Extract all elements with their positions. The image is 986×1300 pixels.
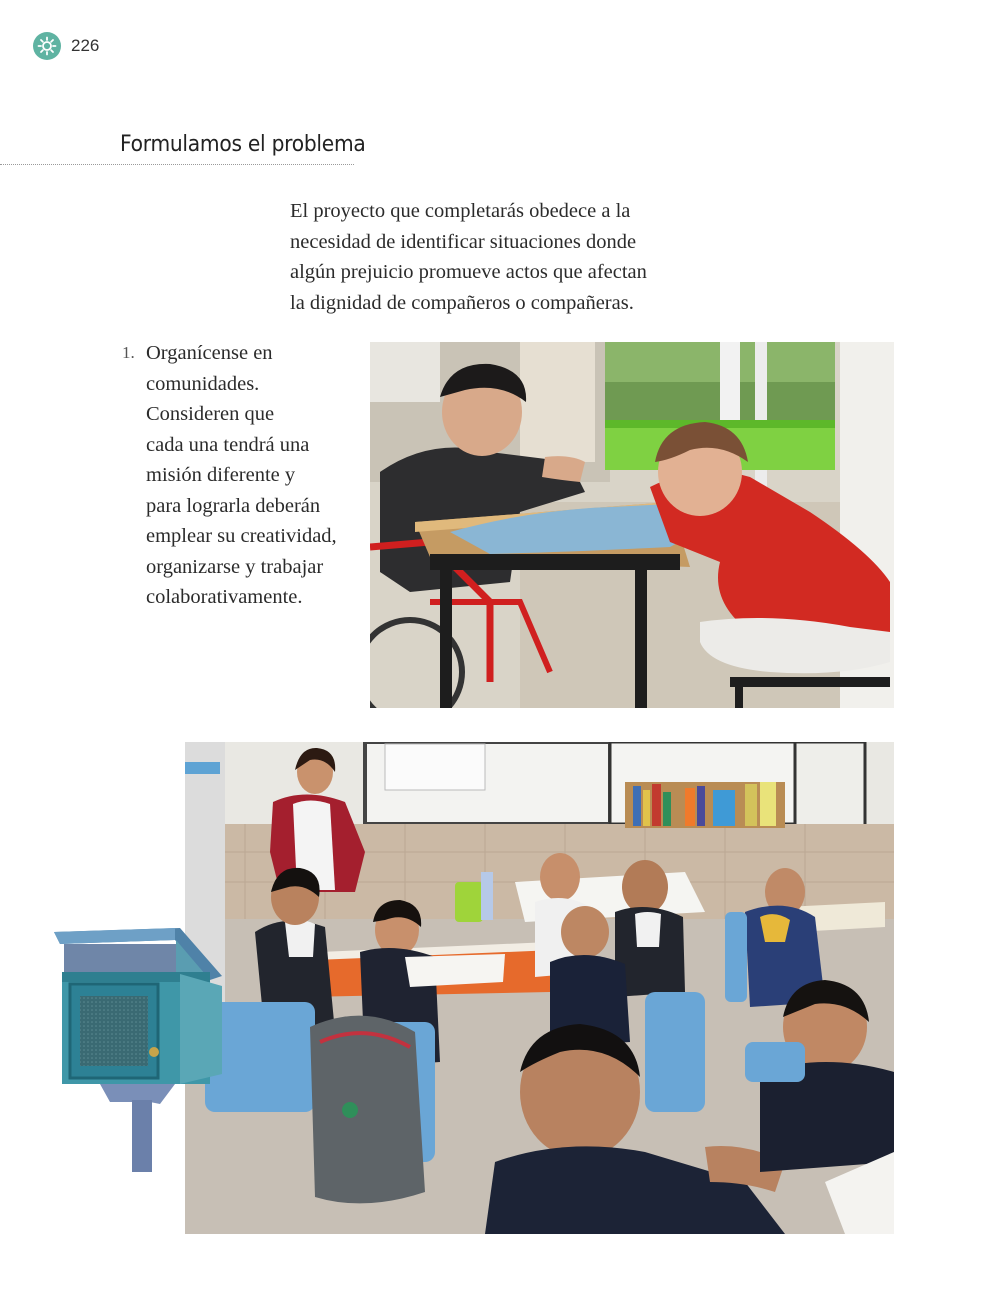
activity-text [146,338,362,613]
intro-line: algún prejuicio promueve actos que afectan [290,261,647,283]
activity-line: misión diferente y [146,464,296,486]
gear-badge-icon [33,32,61,60]
mailbox-illustration [50,924,230,1179]
classroom-photo [185,742,894,1234]
activity-line: para lograrla deberán [146,494,321,517]
intro-line: la dignidad de compañeros o compañeras. [290,291,634,314]
activity-number: 1. [122,343,135,362]
activity-line: Consideren que [146,403,275,425]
activity-line: comunidades. [146,372,260,395]
title-divider [0,164,354,165]
intro-paragraph [290,196,690,318]
section-title: Formulamos el problema [120,132,366,157]
activity-item [122,338,362,613]
intro-line: necesidad de identificar situaciones donde [290,230,637,253]
page-number-text: 226 [71,36,100,55]
activity-line: cada una tendrá una [146,433,310,456]
students-painting-photo [370,342,894,708]
intro-line: El proyecto que completarás obedece a la [290,200,631,222]
activity-line: emplear su creatividad, [146,525,337,547]
activity-line: Organícense en [146,342,273,364]
activity-line: colaborativamente. [146,586,303,608]
activity-line: organizarse y trabajar [146,555,324,578]
page-number [33,32,99,60]
